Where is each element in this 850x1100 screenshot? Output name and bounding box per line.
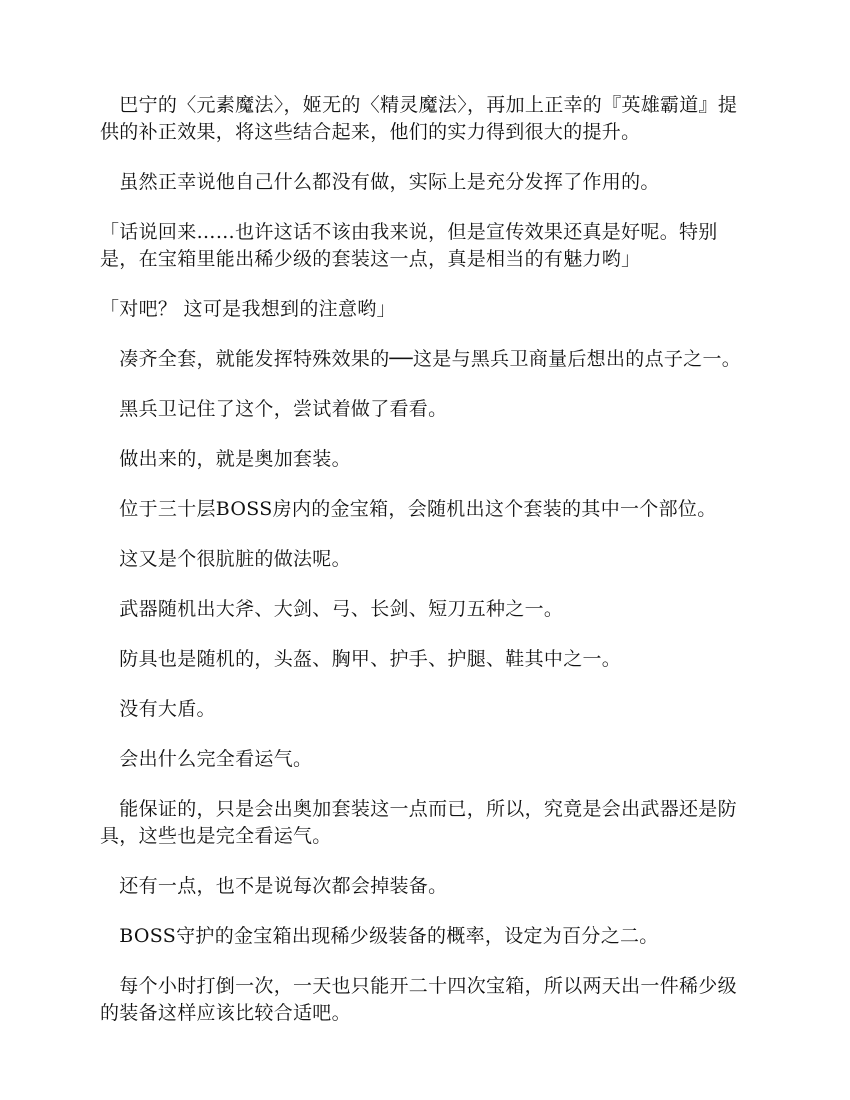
paragraph: 凑齐全套，就能发挥特殊效果的──这是与黑兵卫商量后想出的点子之一。 bbox=[100, 348, 742, 370]
paragraph: 这又是个很肮脏的做法呢。 bbox=[100, 548, 351, 570]
paragraph: 会出什么完全看运气。 bbox=[100, 748, 313, 770]
paragraph: BOSS守护的金宝箱出现稀少级装备的概率，设定为百分之二。 bbox=[100, 925, 659, 947]
document-body bbox=[100, 92, 750, 1050]
paragraph: 巴宁的〈元素魔法〉，姬无的〈精灵魔法〉，再加上正幸的『英雄霸道』提供的补正效果，将这些结合起来，他们的实力得到很大的提升。 bbox=[100, 94, 738, 143]
paragraph: 「对吧？ 这可是我想到的注意哟」 bbox=[100, 298, 396, 320]
paragraph: 防具也是随机的，头盔、胸甲、护手、护腿、鞋其中之一。 bbox=[100, 648, 622, 670]
paragraph: 虽然正幸说他自己什么都没有做，实际上是充分发挥了作用的。 bbox=[100, 171, 660, 193]
paragraph: 没有大盾。 bbox=[100, 698, 216, 720]
paragraph: 黑兵卫记住了这个，尝试着做了看看。 bbox=[100, 398, 448, 420]
paragraph: 还有一点，也不是说每次都会掉装备。 bbox=[100, 875, 448, 897]
paragraph: 能保证的，只是会出奥加套装这一点而已，所以，究竟是会出武器还是防具，这些也是完全看运气。 bbox=[100, 798, 737, 847]
paragraph: 位于三十层BOSS房内的金宝箱，会随机出这个套装的其中一个部位。 bbox=[100, 498, 717, 520]
paragraph: 武器随机出大斧、大剑、弓、长剑、短刀五种之一。 bbox=[100, 598, 564, 620]
paragraph: 「话说回来……也许这话不该由我来说，但是宣传效果还真是好呢。特别是，在宝箱里能出稀少级的套装这一点，真是相当的有魅力哟」 bbox=[100, 221, 718, 270]
paragraph: 每个小时打倒一次，一天也只能开二十四次宝箱，所以两天出一件稀少级的装备这样应该比较合适吧。 bbox=[100, 975, 737, 1024]
paragraph: 做出来的，就是奥加套装。 bbox=[100, 448, 351, 470]
